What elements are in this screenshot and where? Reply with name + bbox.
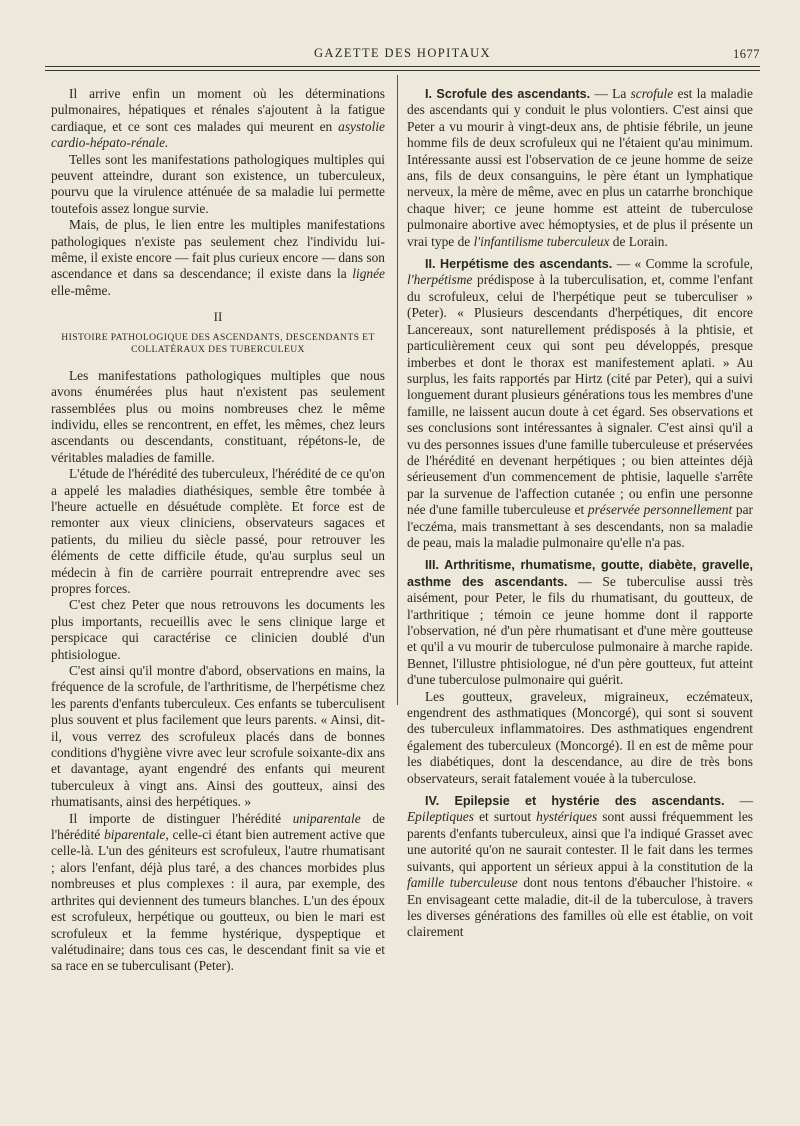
- subsection-heading: IV. Epilepsie et hystérie des ascendants.: [425, 794, 725, 809]
- body-text: L'étude de l'hérédité des tuberculeux, l'hérédité de ce qu'on a appelé les maladies diathésiques, semble être tombée à l'heure actuelle en désuétude complète. Et force est de remonter aux vieux cliniciens, observateurs sagaces et patients, du milieu du siècle passé, pour retrouver les éléments de cette difficile étude, qu'au surplus seul un médecin à fin de carrière pourrait entreprendre avec ses propres forces.: [51, 466, 385, 596]
- body-text: C'est chez Peter que nous retrouvons les documents les plus importants, recueillis avec le sens clinique large et perspicace qui caractérise ce clinicien doublé d'un phtisiologue.: [51, 597, 385, 662]
- body-text: Telles sont les manifestations pathologiques multiples qui peuvent atteindre, durant son existence, un tuberculeux, pourvu que la virulence atténuée de sa maladie lui permette toutefois assez longue survie.: [51, 151, 385, 216]
- body-text: Les manifestations pathologiques multiples que nous avons énumérées plus haut n'existent pas seulement rassemblées plus ou moins nombreuses chez le même individu, elles se rencontrent, en effet, les mêmes, chez leurs ascendants ou descendants, constituant, répétons-le, de véritables maladies de famille.: [51, 367, 385, 465]
- subsection-heading: III. Arthritisme, rhumatisme, goutte, diabète, gravelle, asthme des ascendants.: [407, 558, 753, 589]
- body-text: Il arrive enfin un moment où les déterminations pulmonaires, hépatiques et rénales s'ajoutent à la fatigue cardiaque, et ce sont ces malades qui meurent en: [51, 86, 385, 134]
- paragraph: [51, 368, 385, 466]
- subsection-heading: II. Herpétisme des ascendants.: [425, 257, 613, 272]
- header-rule-thin: [45, 70, 760, 71]
- body-text: prédispose à la tuberculisation, et, comme l'enfant du scrofuleux, celui de l'herpétique peut se tuberculiser » (Peter). « Plusieurs descendants d'herpétiques, dit encore Lancereaux, sont naturellement prédisposés à la phtisie, et particulièrement ceux qui sont peu développés, presque imberbes et dont le thorax est manifestement aplati. » Au surplus, les faits rapportés par Hirtz (cité par Peter), qui a suivi longuement durant plusieurs générations tous les membres d'une famille, ne laissent aucun doute à cet égard. Ses observations et ses conclusions sont intéressantes à signaler. C'est ainsi qu'il a vu des personnes issues d'une famille tuberculeuse et préservées de l'hérédité en devenant herpétiques ; ou bien atteintes déjà sérieusement d'un commencement de phtisie, laquelle s'arrête par la survenue de l'affection cutanée ; ou enfin une personne née d'une famille tuberculeuse et: [407, 272, 753, 518]
- body-text: sont aussi fréquemment les parents d'enfants tuberculeux, ainsi que l'a indiqué Grasset avec une autorité qu'on ne saurait contester. Il le fait dans les termes suivants, qui apportent un sérieux appui à la constitution de la: [407, 809, 753, 874]
- paragraph: [51, 217, 385, 299]
- left-column: [51, 86, 385, 975]
- body-text: Mais, de plus, le lien entre les multiples manifestations pathologiques n'existe pas seulement chez l'individu lui-même, il existe encore — fait plus curieux encore — dans son ascendance et dans sa descendance; il existe dans la: [51, 217, 385, 282]
- italic-text: famille tuberculeuse: [407, 875, 518, 891]
- italic-text: hystériques: [536, 809, 598, 825]
- paragraph: [51, 466, 385, 597]
- body-text: de Lorain.: [609, 233, 668, 249]
- subsection-heading: I. Scrofule des ascendants.: [425, 87, 591, 101]
- paragraph: [51, 86, 385, 152]
- body-text: Il importe de distinguer l'hérédité: [69, 810, 293, 826]
- body-text: —: [724, 793, 753, 809]
- body-text: dont nous tentons d'ébaucher l'histoire. « En envisageant cette maladie, dit-il de la tuberculose, à travers les diverses générations des familles où elle est établie, on voit clairement: [407, 875, 753, 940]
- italic-text: préservée personnellement: [587, 502, 733, 518]
- paragraph: [51, 597, 385, 663]
- italic-text: uniparentale: [292, 810, 361, 826]
- body-text: — La: [590, 86, 631, 101]
- body-text: de l'hérédité: [51, 810, 385, 843]
- running-title: GAZETTE DES HOPITAUX: [314, 46, 491, 60]
- paragraph: [51, 663, 385, 811]
- italic-text: l'herpétisme: [407, 272, 473, 288]
- paragraph: [51, 811, 385, 975]
- body-text: Les goutteux, graveleux, migraineux, eczémateux, engendrent des asthmatiques (Moncorgé), qui sont si souvent des tuberculeux inflammatoires. Des asthmatiques engendrent également des tuberculeux (Moncorgé). Il en est de même pour les diabétiques, dont la descendance, au dire de très bons observateurs, serait fatalement vouée à la tuberculose.: [407, 688, 753, 786]
- page-header: [45, 44, 760, 64]
- paragraph-herpetisme: [407, 256, 753, 551]
- italic-text: l'infantilisme tuberculeux: [473, 233, 610, 249]
- body-text: est la maladie des ascendants qui y conduit le plus volontiers. C'est ainsi que Peter a vu mourir à vingt-deux ans, de phtisie fébrile, un jeune homme fils de deux scrofuleux qui ne l'étaient qu'au minimum. Intéressante aussi est l'observation de ce jeune homme de seize ans, fils de deux consanguins, le père étant un lymphatique nerveux, la mère de même, avec en plus un catarrhe bronchique chaque hiver; ce jeune homme est atteint de tuberculose pulmonaire abortive avec hémoptysies, et de plus il présente un vrai type de: [407, 86, 753, 249]
- right-column: [407, 86, 753, 941]
- italic-text: scrofule: [630, 86, 674, 101]
- body-text: elle-même.: [51, 282, 111, 298]
- paragraph: [51, 152, 385, 218]
- section-number: II: [213, 309, 223, 325]
- italic-text: biparentale: [104, 827, 166, 843]
- italic-text: Epileptiques: [407, 809, 474, 825]
- paragraph-epilepsie: [407, 793, 753, 941]
- paragraph: [407, 689, 753, 787]
- body-text: , celle-ci étant bien autrement active que celle-là. L'un des géniteurs est scrofuleux, l'autre rhumatisant ; alors l'enfant, déjà plus taré, a des chances morbides plus nombreuses et plus complexes : il aura, par exemple, des arthrites qui deviennent des tumeurs blanches. L'un des époux est scrofuleux, herpétique ou goutteux, ou bien le mari est scrofuleux et la femme hystérique, dyspeptique et valétudinaire; dans tous ces cas, le descendant finit sa vie et sa race en se tuberculisant (Peter).: [51, 827, 385, 974]
- italic-text: asystolie cardio-hépato-rénale.: [51, 118, 385, 151]
- section-title: HISTOIRE PATHOLOGIQUE DES ASCENDANTS, DESCENDANTS ET COLLATÉRAUX DES TUBERCULEUX: [61, 331, 375, 355]
- paragraph-scrofule: [407, 86, 753, 250]
- italic-text: lignée: [352, 266, 385, 282]
- paragraph-arthritisme: [407, 557, 753, 688]
- page-number: 1677: [733, 47, 760, 61]
- body-text: — Se tuberculise aussi très aisément, pour Peter, le fils du rhumatisant, du goutteux, de l'arthritique ; témoin ce jeune homme dont il rapporte l'observation, né d'un père rhumatisant et d'une mère goutteuse et qu'il a vu mourir de tuberculose pulmonaire à marche rapide. Bennet, l'illustre phtisiologue, né d'un père goutteux, fut atteint d'une tuberculose pulmonaire qui guérit.: [407, 573, 753, 688]
- body-text: C'est ainsi qu'il montre d'abord, observations en mains, la fréquence de la scrofule, de l'arthritisme, de l'herpétisme chez les parents d'enfants tuberculeux. Ces enfants se tuberculisent plus souvent et plus facilement que leurs parents. « Ainsi, dit-il, vous verrez des scrofuleux placés dans de bonnes conditions d'hygiène vivre avec leur scrofule soixante-dix ans et davantage, ayant engendré des enfants qui meurent tuberculeux à vingt ans. Ainsi des goutteux, ainsi des rhumatisants, ainsi des herpétiques. »: [51, 663, 385, 810]
- header-rule: [45, 66, 760, 67]
- body-text: par l'eczéma, mais transmettant à ses descendants, non sa maladie de peau, mais la maladie pulmonaire qu'elle n'a pas.: [407, 502, 753, 550]
- column-divider: [397, 75, 398, 705]
- body-text: et surtout: [473, 809, 537, 825]
- body-text: — « Comme la scrofule,: [612, 256, 753, 272]
